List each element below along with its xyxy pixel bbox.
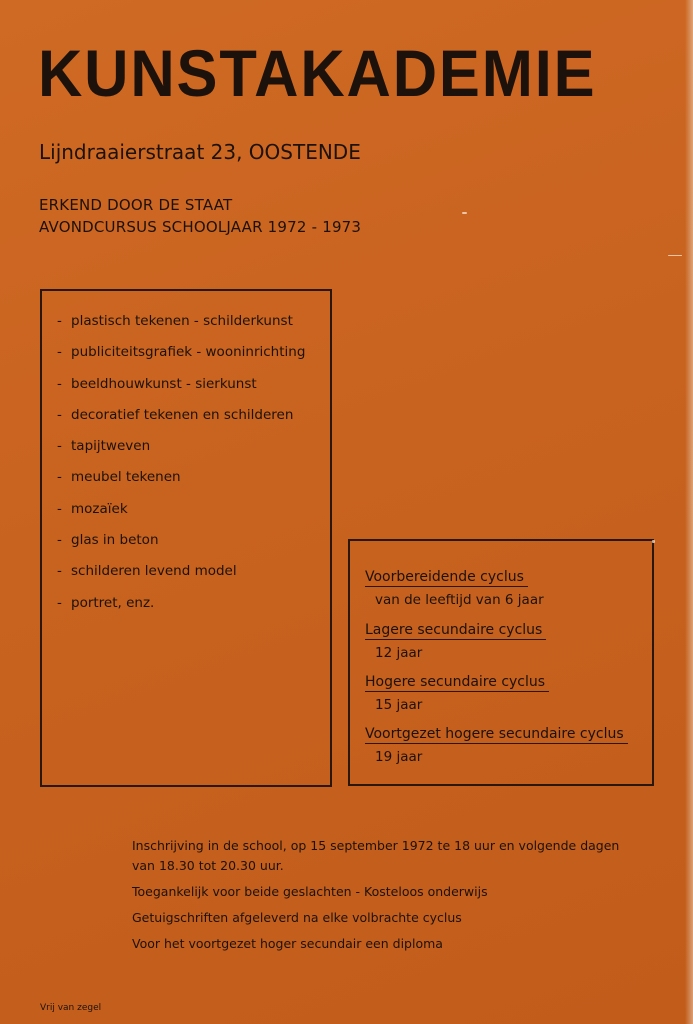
cycle-preparatory xyxy=(365,566,544,608)
list-item xyxy=(57,344,305,375)
list-item xyxy=(57,501,305,532)
cycle-name: Voorbereidende cyclus xyxy=(365,569,528,587)
list-item xyxy=(57,469,305,500)
diploma-text: Voor het voortgezet hoger secundair een diploma xyxy=(132,936,443,951)
paper-speck xyxy=(652,540,655,543)
admission-text: Toegankelijk voor beide geslachten - Kosteloos onderwijs xyxy=(132,884,488,899)
list-dash: - xyxy=(57,344,62,361)
cycle-name: Hogere secundaire cyclus xyxy=(365,674,549,692)
cycles-box xyxy=(348,539,654,786)
paper-speck xyxy=(668,255,682,256)
course-label: glas in beton xyxy=(71,532,159,549)
registration-text: Inschrijving in de school, op 15 september 1972 te 18 uur en volgende dagen xyxy=(132,838,620,853)
list-dash: - xyxy=(57,406,62,423)
cycle-age: van de leeftijd van 6 jaar xyxy=(375,592,544,608)
poster-title: KUNSTAKADEMIE xyxy=(38,36,597,110)
list-item xyxy=(57,407,305,438)
list-item xyxy=(57,313,305,344)
address: Lijndraaierstraat 23, OOSTENDE xyxy=(39,140,361,164)
course-label: beeldhouwkunst - sierkunst xyxy=(71,375,257,392)
stamp-note: Vrij van zegel xyxy=(40,1003,102,1013)
course-label: publiciteitsgrafiek - wooninrichting xyxy=(71,344,306,361)
course-list xyxy=(57,313,305,626)
list-dash: - xyxy=(57,313,62,329)
course-label: schilderen levend model xyxy=(71,563,237,580)
list-item xyxy=(57,563,305,594)
list-dash: - xyxy=(57,469,62,486)
certificates-text: Getuigschriften afgeleverd na elke volbrachte cyclus xyxy=(132,910,462,925)
course-label: tapijtweven xyxy=(71,438,151,455)
list-dash: - xyxy=(57,594,62,611)
course-label: plastisch tekenen - schilderkunst xyxy=(71,313,293,329)
course-label: portret, enz. xyxy=(71,594,155,611)
cycle-age: 19 jaar xyxy=(375,749,423,765)
cycle-lower-secondary xyxy=(365,619,546,661)
paper-edge xyxy=(685,0,693,1024)
cycle-higher-secondary xyxy=(365,671,549,713)
course-label: decoratief tekenen en schilderen xyxy=(71,406,294,423)
list-item xyxy=(57,376,305,407)
paper-speck xyxy=(462,212,467,214)
school-year-line: AVONDCURSUS SCHOOLJAAR 1972 - 1973 xyxy=(39,218,362,236)
list-dash: - xyxy=(57,500,62,517)
list-dash: - xyxy=(57,563,62,580)
registration-hours: van 18.30 tot 20.30 uur. xyxy=(132,858,284,873)
courses-box xyxy=(40,289,332,787)
list-item xyxy=(57,532,305,563)
info-block xyxy=(132,836,652,954)
cycle-name: Lagere secundaire cyclus xyxy=(365,622,546,640)
list-item xyxy=(57,438,305,469)
cycle-name: Voortgezet hogere secundaire cyclus xyxy=(365,726,628,744)
course-label: meubel tekenen xyxy=(71,469,181,486)
recognition-line: ERKEND DOOR DE STAAT xyxy=(39,196,233,214)
list-dash: - xyxy=(57,375,62,392)
cycle-age: 12 jaar xyxy=(375,645,423,661)
list-dash: - xyxy=(57,438,62,455)
list-item xyxy=(57,595,305,626)
cycle-continued-higher-secondary xyxy=(365,723,628,765)
cycle-age: 15 jaar xyxy=(375,697,423,713)
course-label: mozaïek xyxy=(71,500,128,517)
list-dash: - xyxy=(57,532,62,549)
